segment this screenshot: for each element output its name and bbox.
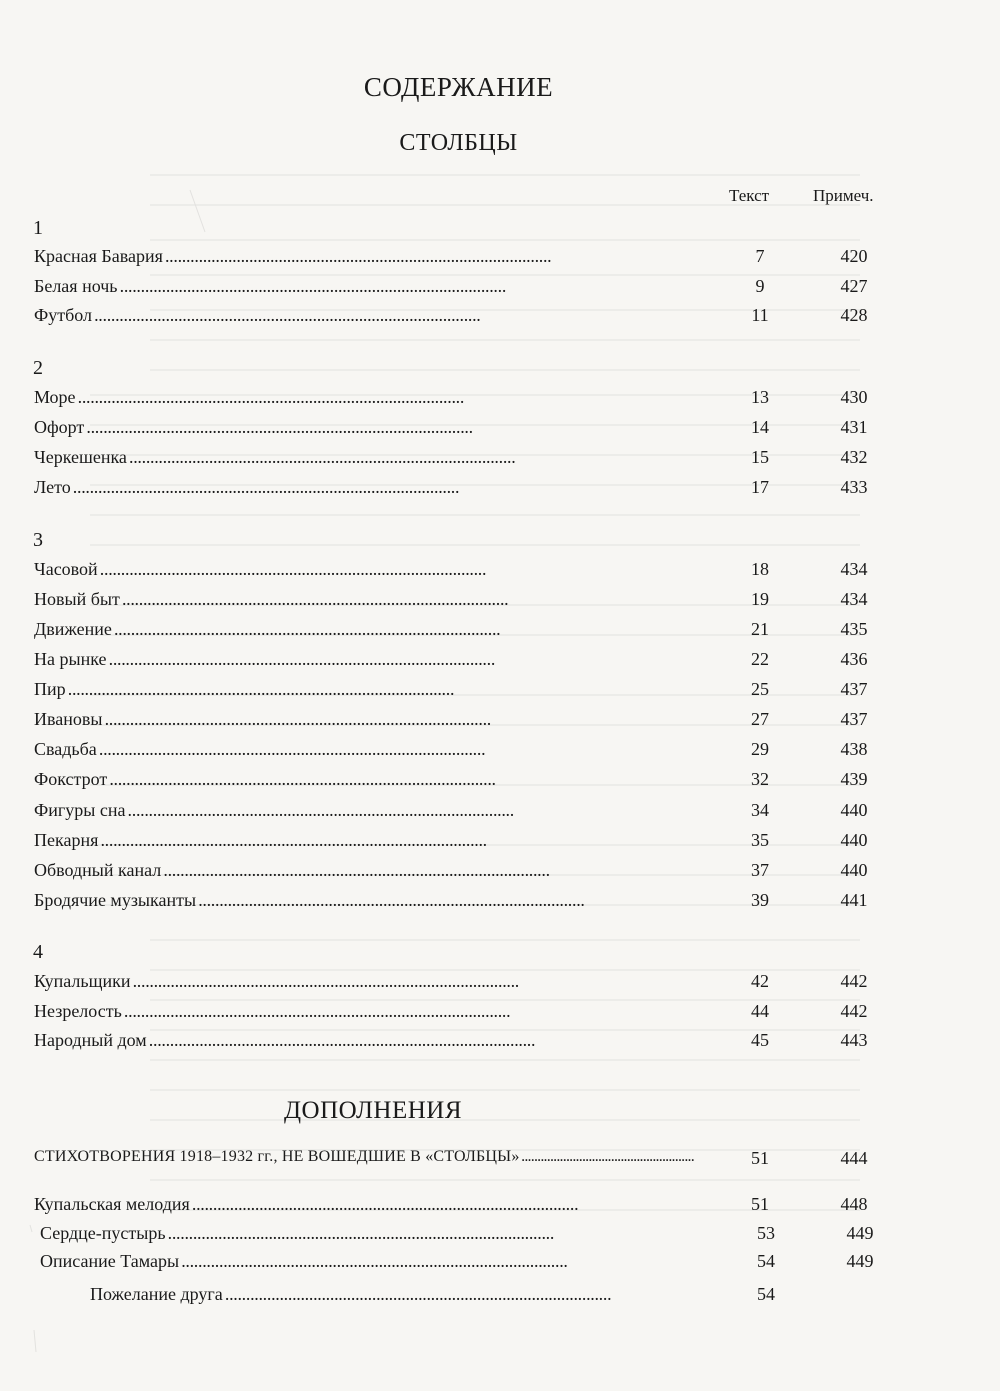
entry-text-page: 44	[751, 1001, 769, 1021]
entry-title: Сердце-пустырь . . .	[40, 1223, 700, 1244]
entry-text-page: 51	[751, 1148, 769, 1168]
entry-title: Свадьба . . .	[34, 739, 694, 760]
entry-notes-page: 436	[840, 649, 868, 669]
entry-title: Офорт . . .	[34, 417, 694, 438]
entry-notes-page: 430	[840, 387, 868, 407]
entry-notes-page: 449	[846, 1223, 874, 1243]
entry-notes-page: 433	[840, 477, 868, 497]
toc-entry[interactable]	[34, 417, 904, 441]
entry-title: Купальская мелодия . . .	[34, 1194, 694, 1215]
entry-notes-page: 439	[840, 769, 868, 789]
entry-notes-page: 440	[840, 800, 868, 820]
entry-notes-page: 442	[840, 971, 868, 991]
toc-entry[interactable]	[34, 559, 904, 583]
entry-title: Бродячие музыканты . . .	[34, 890, 694, 911]
entry-text-page: 45	[751, 1030, 769, 1050]
entry-text-page: 17	[751, 477, 769, 497]
toc-entry[interactable]	[34, 619, 904, 643]
entry-notes-page: 434	[840, 589, 868, 609]
entry-text-page: 13	[751, 387, 769, 407]
entry-text-page: 7	[755, 246, 765, 266]
entry-notes-page: 440	[840, 860, 868, 880]
toc-entry[interactable]	[34, 276, 904, 300]
entry-title: Обводный канал . . .	[34, 860, 694, 881]
entry-notes-page: 443	[840, 1030, 868, 1050]
toc-entry[interactable]	[34, 387, 904, 411]
page-title: СОДЕРЖАНИЕ	[363, 72, 554, 102]
group-number: 2	[33, 357, 43, 379]
entry-text-page: 54	[757, 1284, 775, 1304]
group-number: 3	[33, 529, 43, 551]
toc-entry[interactable]	[34, 649, 904, 673]
toc-entry[interactable]	[34, 830, 904, 854]
entry-text-page: 9	[755, 276, 765, 296]
entry-title: Новый быт . . .	[34, 589, 694, 610]
entry-text-page: 35	[751, 830, 769, 850]
entry-title: Ивановы . . .	[34, 709, 694, 730]
entry-notes-page: 432	[840, 447, 868, 467]
entry-title: Пожелание друга . . .	[90, 1284, 700, 1305]
entry-text-page: 42	[751, 971, 769, 991]
entry-title: Белая ночь . . .	[34, 276, 694, 297]
column-header-text: Текст	[729, 186, 770, 205]
toc-entry[interactable]	[34, 890, 904, 914]
entry-title: Фокстрот . . .	[34, 769, 694, 790]
toc-entry[interactable]	[34, 589, 904, 613]
entry-text-page: 14	[751, 417, 769, 437]
entry-text-page: 32	[751, 769, 769, 789]
entry-notes-page: 437	[840, 679, 868, 699]
entry-text-page: 54	[757, 1251, 775, 1271]
entry-title: Черкешенка . . .	[34, 447, 694, 468]
entry-title: Купальщики . . .	[34, 971, 694, 992]
entry-text-page: 39	[751, 890, 769, 910]
entry-text-page: 29	[751, 739, 769, 759]
entry-title: Море . . .	[34, 387, 694, 408]
entry-text-page: 22	[751, 649, 769, 669]
entry-title: Часовой . . .	[34, 559, 694, 580]
entry-text-page: 18	[751, 559, 769, 579]
toc-entry[interactable]	[34, 679, 904, 703]
toc-entry[interactable]	[34, 1030, 904, 1054]
entry-notes-page: 448	[840, 1194, 868, 1214]
entry-notes-page: 449	[846, 1251, 874, 1271]
toc-entry[interactable]	[34, 739, 904, 763]
entry-title: Пекарня . . .	[34, 830, 694, 851]
entry-text-page: 53	[757, 1223, 775, 1243]
toc-entry[interactable]	[34, 1194, 904, 1218]
entry-title: Пир . . .	[34, 679, 694, 700]
entry-text-page: 25	[751, 679, 769, 699]
entry-text-page: 34	[751, 800, 769, 820]
entry-title: Незрелость . . .	[34, 1001, 694, 1022]
entry-text-page: 27	[751, 709, 769, 729]
toc-entry[interactable]	[34, 709, 904, 733]
entry-text-page: 11	[751, 305, 769, 325]
entry-notes-page: 438	[840, 739, 868, 759]
entry-title: Футбол . . .	[34, 305, 694, 326]
toc-entry[interactable]	[34, 477, 904, 501]
supplement-title: ДОПОЛНЕНИЯ	[283, 1097, 463, 1124]
entry-notes-page: 441	[840, 890, 868, 910]
toc-entry-heading[interactable]	[34, 1148, 904, 1172]
toc-entry[interactable]	[40, 1251, 910, 1275]
entry-notes-page: 440	[840, 830, 868, 850]
entry-title: Красная Бавария . . .	[34, 246, 694, 267]
entry-title: Движение . . .	[34, 619, 694, 640]
entry-notes-page: 431	[840, 417, 868, 437]
column-header-notes: Примеч.	[813, 186, 874, 205]
toc-entry[interactable]	[34, 860, 904, 884]
entry-notes-page: 435	[840, 619, 868, 639]
entry-title: Описание Тамары . . .	[40, 1251, 700, 1272]
group-number: 4	[33, 941, 43, 963]
entry-notes-page: 434	[840, 559, 868, 579]
entry-notes-page: 442	[840, 1001, 868, 1021]
entry-text-page: 37	[751, 860, 769, 880]
toc-entry[interactable]	[34, 769, 904, 793]
entry-title: Фигуры сна . . .	[34, 800, 694, 821]
entry-notes-page: 428	[840, 305, 868, 325]
group-number: 1	[33, 217, 43, 239]
toc-entry[interactable]	[40, 1284, 910, 1308]
entry-title: СТИХОТВОРЕНИЯ 1918–1932 гг., НЕ ВОШЕДШИЕ В «СТОЛБЦЫ» . . .	[34, 1148, 694, 1166]
entry-text-page: 21	[751, 619, 769, 639]
toc-entry[interactable]	[34, 246, 904, 270]
entry-text-page: 15	[751, 447, 769, 467]
entry-notes-page: 420	[840, 246, 868, 266]
entry-notes-page: 444	[840, 1148, 868, 1168]
entry-title: Лето . . .	[34, 477, 694, 498]
toc-entry[interactable]	[34, 447, 904, 471]
entry-text-page: 51	[751, 1194, 769, 1214]
entry-title: На рынке . . .	[34, 649, 694, 670]
toc-entry[interactable]	[34, 305, 904, 329]
toc-entry[interactable]	[34, 971, 904, 995]
toc-entry[interactable]	[34, 800, 904, 824]
entry-notes-page: 437	[840, 709, 868, 729]
toc-entry[interactable]	[34, 1001, 904, 1025]
section-title: СТОЛБЦЫ	[399, 130, 518, 156]
entry-title: Народный дом . . .	[34, 1030, 694, 1051]
toc-entry[interactable]	[40, 1223, 910, 1247]
entry-notes-page: 427	[840, 276, 868, 296]
entry-text-page: 19	[751, 589, 769, 609]
